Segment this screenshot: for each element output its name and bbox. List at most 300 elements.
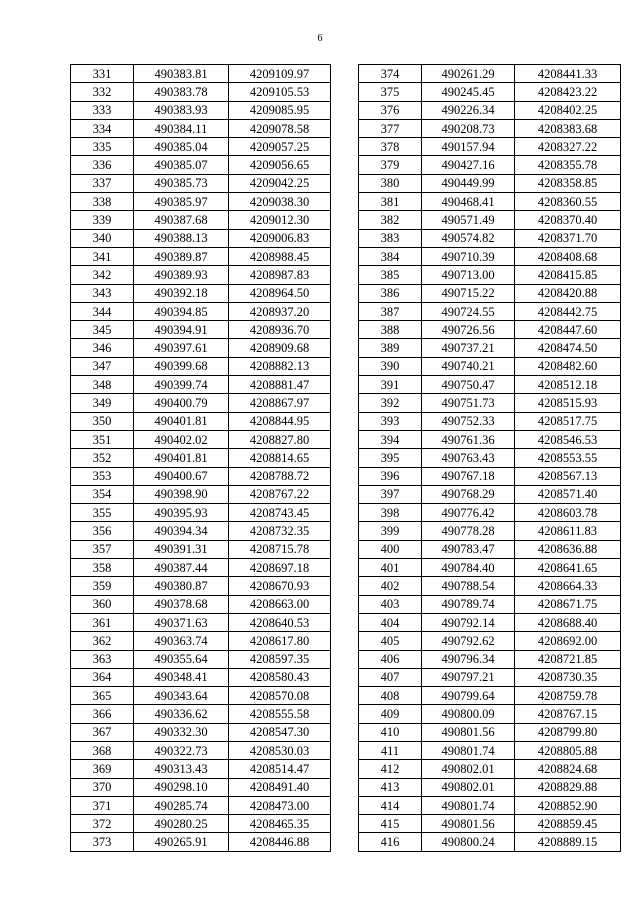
x-coordinate-cell: 490800.24 <box>422 833 515 851</box>
point-number-cell: 365 <box>71 687 134 705</box>
x-coordinate-cell: 490427.16 <box>422 156 515 174</box>
y-coordinate-cell: 4208788.72 <box>229 467 331 485</box>
table-row <box>71 174 331 192</box>
point-number-cell: 363 <box>71 650 134 668</box>
x-coordinate-cell: 490385.97 <box>134 193 229 211</box>
y-coordinate-cell: 4208824.68 <box>515 760 621 778</box>
y-coordinate-cell: 4208721.85 <box>515 650 621 668</box>
table-row <box>359 522 621 540</box>
x-coordinate-cell: 490751.73 <box>422 394 515 412</box>
x-coordinate-cell: 490449.99 <box>422 174 515 192</box>
table-row <box>359 796 621 814</box>
x-coordinate-cell: 490389.93 <box>134 266 229 284</box>
y-coordinate-cell: 4208641.65 <box>515 559 621 577</box>
table-row <box>359 376 621 394</box>
table-row <box>359 321 621 339</box>
y-coordinate-cell: 4208358.85 <box>515 174 621 192</box>
coordinate-table-left <box>70 64 331 852</box>
y-coordinate-cell: 4208517.75 <box>515 412 621 430</box>
table-row <box>359 266 621 284</box>
point-number-cell: 398 <box>359 504 422 522</box>
x-coordinate-cell: 490401.81 <box>134 449 229 467</box>
point-number-cell: 385 <box>359 266 422 284</box>
y-coordinate-cell: 4208408.68 <box>515 247 621 265</box>
table-row <box>71 833 331 851</box>
point-number-cell: 415 <box>359 815 422 833</box>
x-coordinate-cell: 490792.14 <box>422 613 515 631</box>
table-row <box>71 229 331 247</box>
y-coordinate-cell: 4208355.78 <box>515 156 621 174</box>
x-coordinate-cell: 490724.55 <box>422 302 515 320</box>
x-coordinate-cell: 490348.41 <box>134 668 229 686</box>
point-number-cell: 347 <box>71 357 134 375</box>
y-coordinate-cell: 4208370.40 <box>515 211 621 229</box>
table-row <box>359 760 621 778</box>
point-number-cell: 353 <box>71 467 134 485</box>
point-number-cell: 369 <box>71 760 134 778</box>
table-row <box>359 174 621 192</box>
table-row <box>359 778 621 796</box>
y-coordinate-cell: 4208964.50 <box>229 284 331 302</box>
point-number-cell: 366 <box>71 705 134 723</box>
x-coordinate-cell: 490383.93 <box>134 101 229 119</box>
x-coordinate-cell: 490157.94 <box>422 138 515 156</box>
table-row <box>71 559 331 577</box>
point-number-cell: 393 <box>359 412 422 430</box>
table-row <box>71 778 331 796</box>
y-coordinate-cell: 4208697.18 <box>229 559 331 577</box>
x-coordinate-cell: 490792.62 <box>422 632 515 650</box>
y-coordinate-cell: 4208603.78 <box>515 504 621 522</box>
x-coordinate-cell: 490574.82 <box>422 229 515 247</box>
x-coordinate-cell: 490468.41 <box>422 193 515 211</box>
point-number-cell: 372 <box>71 815 134 833</box>
x-coordinate-cell: 490737.21 <box>422 339 515 357</box>
table-row <box>71 815 331 833</box>
x-coordinate-cell: 490801.74 <box>422 741 515 759</box>
table-row <box>71 504 331 522</box>
y-coordinate-cell: 4208715.78 <box>229 540 331 558</box>
y-coordinate-cell: 4208987.83 <box>229 266 331 284</box>
point-number-cell: 357 <box>71 540 134 558</box>
y-coordinate-cell: 4208420.88 <box>515 284 621 302</box>
y-coordinate-cell: 4208515.93 <box>515 394 621 412</box>
table-row <box>359 211 621 229</box>
table-row <box>359 101 621 119</box>
x-coordinate-cell: 490399.74 <box>134 376 229 394</box>
point-number-cell: 404 <box>359 613 422 631</box>
y-coordinate-cell: 4208514.47 <box>229 760 331 778</box>
y-coordinate-cell: 4208442.75 <box>515 302 621 320</box>
y-coordinate-cell: 4209085.95 <box>229 101 331 119</box>
point-number-cell: 384 <box>359 247 422 265</box>
x-coordinate-cell: 490391.31 <box>134 540 229 558</box>
table-row <box>359 577 621 595</box>
table-row <box>71 412 331 430</box>
point-number-cell: 356 <box>71 522 134 540</box>
point-number-cell: 409 <box>359 705 422 723</box>
y-coordinate-cell: 4208446.88 <box>229 833 331 851</box>
x-coordinate-cell: 490400.79 <box>134 394 229 412</box>
table-row <box>71 577 331 595</box>
x-coordinate-cell: 490371.63 <box>134 613 229 631</box>
table-row <box>359 687 621 705</box>
y-coordinate-cell: 4208474.50 <box>515 339 621 357</box>
point-number-cell: 382 <box>359 211 422 229</box>
table-row <box>71 723 331 741</box>
y-coordinate-cell: 4208670.93 <box>229 577 331 595</box>
y-coordinate-cell: 4208530.03 <box>229 741 331 759</box>
y-coordinate-cell: 4208567.13 <box>515 467 621 485</box>
point-number-cell: 406 <box>359 650 422 668</box>
point-number-cell: 413 <box>359 778 422 796</box>
point-number-cell: 337 <box>71 174 134 192</box>
y-coordinate-cell: 4208512.18 <box>515 376 621 394</box>
table-row <box>71 211 331 229</box>
point-number-cell: 336 <box>71 156 134 174</box>
point-number-cell: 344 <box>71 302 134 320</box>
y-coordinate-cell: 4208881.47 <box>229 376 331 394</box>
point-number-cell: 400 <box>359 540 422 558</box>
y-coordinate-cell: 4208371.70 <box>515 229 621 247</box>
y-coordinate-cell: 4208465.35 <box>229 815 331 833</box>
y-coordinate-cell: 4208580.43 <box>229 668 331 686</box>
y-coordinate-cell: 4209105.53 <box>229 83 331 101</box>
point-number-cell: 358 <box>71 559 134 577</box>
x-coordinate-cell: 490208.73 <box>422 119 515 137</box>
point-number-cell: 364 <box>71 668 134 686</box>
x-coordinate-cell: 490363.74 <box>134 632 229 650</box>
point-number-cell: 416 <box>359 833 422 851</box>
y-coordinate-cell: 4208617.80 <box>229 632 331 650</box>
y-coordinate-cell: 4208988.45 <box>229 247 331 265</box>
x-coordinate-cell: 490801.56 <box>422 723 515 741</box>
x-coordinate-cell: 490726.56 <box>422 321 515 339</box>
x-coordinate-cell: 490783.47 <box>422 540 515 558</box>
x-coordinate-cell: 490398.90 <box>134 485 229 503</box>
table-row <box>71 632 331 650</box>
table-row <box>71 65 331 83</box>
point-number-cell: 342 <box>71 266 134 284</box>
y-coordinate-cell: 4208546.53 <box>515 430 621 448</box>
x-coordinate-cell: 490392.18 <box>134 284 229 302</box>
y-coordinate-cell: 4208937.20 <box>229 302 331 320</box>
x-coordinate-cell: 490800.09 <box>422 705 515 723</box>
table-row <box>359 504 621 522</box>
table-row <box>71 138 331 156</box>
table-row <box>71 449 331 467</box>
x-coordinate-cell: 490778.28 <box>422 522 515 540</box>
table-row <box>359 833 621 851</box>
table-row <box>71 156 331 174</box>
table-row <box>71 193 331 211</box>
y-coordinate-cell: 4209056.65 <box>229 156 331 174</box>
table-row <box>359 449 621 467</box>
y-coordinate-cell: 4208867.97 <box>229 394 331 412</box>
point-number-cell: 349 <box>71 394 134 412</box>
x-coordinate-cell: 490313.43 <box>134 760 229 778</box>
table-row <box>359 815 621 833</box>
x-coordinate-cell: 490332.30 <box>134 723 229 741</box>
table-row <box>71 302 331 320</box>
x-coordinate-cell: 490385.04 <box>134 138 229 156</box>
y-coordinate-cell: 4208611.83 <box>515 522 621 540</box>
y-coordinate-cell: 4208759.78 <box>515 687 621 705</box>
y-coordinate-cell: 4208553.55 <box>515 449 621 467</box>
y-coordinate-cell: 4208936.70 <box>229 321 331 339</box>
point-number-cell: 402 <box>359 577 422 595</box>
y-coordinate-cell: 4208844.95 <box>229 412 331 430</box>
point-number-cell: 346 <box>71 339 134 357</box>
table-row <box>71 485 331 503</box>
table-row <box>359 613 621 631</box>
x-coordinate-cell: 490336.62 <box>134 705 229 723</box>
point-number-cell: 377 <box>359 119 422 137</box>
point-number-cell: 360 <box>71 595 134 613</box>
table-row <box>71 760 331 778</box>
table-row <box>71 376 331 394</box>
table-row <box>359 302 621 320</box>
x-coordinate-cell: 490740.21 <box>422 357 515 375</box>
y-coordinate-cell: 4208805.88 <box>515 741 621 759</box>
coordinate-table-right <box>358 64 621 852</box>
point-number-cell: 333 <box>71 101 134 119</box>
x-coordinate-cell: 490389.87 <box>134 247 229 265</box>
point-number-cell: 410 <box>359 723 422 741</box>
y-coordinate-cell: 4208482.60 <box>515 357 621 375</box>
y-coordinate-cell: 4209057.25 <box>229 138 331 156</box>
table-row <box>359 723 621 741</box>
x-coordinate-cell: 490384.11 <box>134 119 229 137</box>
y-coordinate-cell: 4208555.58 <box>229 705 331 723</box>
x-coordinate-cell: 490399.68 <box>134 357 229 375</box>
table-row <box>71 668 331 686</box>
table-row <box>71 119 331 137</box>
point-number-cell: 405 <box>359 632 422 650</box>
y-coordinate-cell: 4208767.15 <box>515 705 621 723</box>
point-number-cell: 367 <box>71 723 134 741</box>
y-coordinate-cell: 4208671.75 <box>515 595 621 613</box>
x-coordinate-cell: 490784.40 <box>422 559 515 577</box>
x-coordinate-cell: 490713.00 <box>422 266 515 284</box>
table-row <box>359 284 621 302</box>
point-number-cell: 361 <box>71 613 134 631</box>
point-number-cell: 343 <box>71 284 134 302</box>
point-number-cell: 371 <box>71 796 134 814</box>
x-coordinate-cell: 490715.22 <box>422 284 515 302</box>
table-row <box>71 266 331 284</box>
y-coordinate-cell: 4208827.80 <box>229 430 331 448</box>
table-row <box>359 559 621 577</box>
y-coordinate-cell: 4208909.68 <box>229 339 331 357</box>
x-coordinate-cell: 490383.81 <box>134 65 229 83</box>
point-number-cell: 392 <box>359 394 422 412</box>
x-coordinate-cell: 490799.64 <box>422 687 515 705</box>
point-number-cell: 386 <box>359 284 422 302</box>
x-coordinate-cell: 490750.47 <box>422 376 515 394</box>
table-row <box>359 156 621 174</box>
table-row <box>71 741 331 759</box>
y-coordinate-cell: 4208814.65 <box>229 449 331 467</box>
table-row <box>359 632 621 650</box>
point-number-cell: 354 <box>71 485 134 503</box>
x-coordinate-cell: 490383.78 <box>134 83 229 101</box>
x-coordinate-cell: 490768.29 <box>422 485 515 503</box>
table-row <box>71 357 331 375</box>
table-row <box>359 138 621 156</box>
y-coordinate-cell: 4208640.53 <box>229 613 331 631</box>
point-number-cell: 399 <box>359 522 422 540</box>
x-coordinate-cell: 490261.29 <box>422 65 515 83</box>
x-coordinate-cell: 490752.33 <box>422 412 515 430</box>
table-row <box>71 522 331 540</box>
point-number-cell: 345 <box>71 321 134 339</box>
x-coordinate-cell: 490401.81 <box>134 412 229 430</box>
point-number-cell: 355 <box>71 504 134 522</box>
table-row <box>71 339 331 357</box>
point-number-cell: 348 <box>71 376 134 394</box>
table-row <box>359 229 621 247</box>
x-coordinate-cell: 490763.43 <box>422 449 515 467</box>
x-coordinate-cell: 490285.74 <box>134 796 229 814</box>
point-number-cell: 390 <box>359 357 422 375</box>
y-coordinate-cell: 4208852.90 <box>515 796 621 814</box>
y-coordinate-cell: 4208570.08 <box>229 687 331 705</box>
x-coordinate-cell: 490801.74 <box>422 796 515 814</box>
y-coordinate-cell: 4208415.85 <box>515 266 621 284</box>
table-row <box>71 83 331 101</box>
y-coordinate-cell: 4208473.00 <box>229 796 331 814</box>
point-number-cell: 352 <box>71 449 134 467</box>
x-coordinate-cell: 490322.73 <box>134 741 229 759</box>
table-row <box>359 357 621 375</box>
y-coordinate-cell: 4208882.13 <box>229 357 331 375</box>
y-coordinate-cell: 4208441.33 <box>515 65 621 83</box>
table-row <box>71 540 331 558</box>
x-coordinate-cell: 490388.13 <box>134 229 229 247</box>
point-number-cell: 368 <box>71 741 134 759</box>
x-coordinate-cell: 490761.36 <box>422 430 515 448</box>
x-coordinate-cell: 490355.64 <box>134 650 229 668</box>
x-coordinate-cell: 490767.18 <box>422 467 515 485</box>
point-number-cell: 411 <box>359 741 422 759</box>
table-row <box>359 741 621 759</box>
point-number-cell: 388 <box>359 321 422 339</box>
point-number-cell: 359 <box>71 577 134 595</box>
y-coordinate-cell: 4208743.45 <box>229 504 331 522</box>
y-coordinate-cell: 4209012.30 <box>229 211 331 229</box>
point-number-cell: 395 <box>359 449 422 467</box>
x-coordinate-cell: 490394.85 <box>134 302 229 320</box>
y-coordinate-cell: 4208547.30 <box>229 723 331 741</box>
x-coordinate-cell: 490801.56 <box>422 815 515 833</box>
point-number-cell: 408 <box>359 687 422 705</box>
y-coordinate-cell: 4208799.80 <box>515 723 621 741</box>
point-number-cell: 379 <box>359 156 422 174</box>
y-coordinate-cell: 4208732.35 <box>229 522 331 540</box>
table-row <box>71 394 331 412</box>
table-row <box>71 284 331 302</box>
x-coordinate-cell: 490776.42 <box>422 504 515 522</box>
table-row <box>71 613 331 631</box>
table-row <box>71 650 331 668</box>
y-coordinate-cell: 4208360.55 <box>515 193 621 211</box>
point-number-cell: 351 <box>71 430 134 448</box>
point-number-cell: 340 <box>71 229 134 247</box>
y-coordinate-cell: 4209006.83 <box>229 229 331 247</box>
y-coordinate-cell: 4208383.68 <box>515 119 621 137</box>
table-row <box>71 247 331 265</box>
x-coordinate-cell: 490397.61 <box>134 339 229 357</box>
x-coordinate-cell: 490394.34 <box>134 522 229 540</box>
table-row <box>71 321 331 339</box>
point-number-cell: 334 <box>71 119 134 137</box>
point-number-cell: 412 <box>359 760 422 778</box>
table-row <box>359 668 621 686</box>
point-number-cell: 401 <box>359 559 422 577</box>
point-number-cell: 403 <box>359 595 422 613</box>
x-coordinate-cell: 490571.49 <box>422 211 515 229</box>
point-number-cell: 381 <box>359 193 422 211</box>
point-number-cell: 378 <box>359 138 422 156</box>
y-coordinate-cell: 4209042.25 <box>229 174 331 192</box>
x-coordinate-cell: 490378.68 <box>134 595 229 613</box>
point-number-cell: 373 <box>71 833 134 851</box>
point-number-cell: 335 <box>71 138 134 156</box>
x-coordinate-cell: 490788.54 <box>422 577 515 595</box>
point-number-cell: 374 <box>359 65 422 83</box>
y-coordinate-cell: 4208571.40 <box>515 485 621 503</box>
y-coordinate-cell: 4208402.25 <box>515 101 621 119</box>
point-number-cell: 339 <box>71 211 134 229</box>
table-row <box>71 101 331 119</box>
table-row <box>71 705 331 723</box>
y-coordinate-cell: 4208829.88 <box>515 778 621 796</box>
point-number-cell: 338 <box>71 193 134 211</box>
table-row <box>359 394 621 412</box>
y-coordinate-cell: 4208767.22 <box>229 485 331 503</box>
y-coordinate-cell: 4208889.15 <box>515 833 621 851</box>
point-number-cell: 376 <box>359 101 422 119</box>
x-coordinate-cell: 490394.91 <box>134 321 229 339</box>
point-number-cell: 389 <box>359 339 422 357</box>
point-number-cell: 375 <box>359 83 422 101</box>
y-coordinate-cell: 4208597.35 <box>229 650 331 668</box>
y-coordinate-cell: 4209078.58 <box>229 119 331 137</box>
y-coordinate-cell: 4208327.22 <box>515 138 621 156</box>
x-coordinate-cell: 490387.44 <box>134 559 229 577</box>
table-row <box>359 705 621 723</box>
x-coordinate-cell: 490385.07 <box>134 156 229 174</box>
x-coordinate-cell: 490385.73 <box>134 174 229 192</box>
table-row <box>359 193 621 211</box>
x-coordinate-cell: 490395.93 <box>134 504 229 522</box>
x-coordinate-cell: 490789.74 <box>422 595 515 613</box>
point-number-cell: 332 <box>71 83 134 101</box>
x-coordinate-cell: 490380.87 <box>134 577 229 595</box>
point-number-cell: 350 <box>71 412 134 430</box>
table-row <box>359 65 621 83</box>
table-row <box>71 796 331 814</box>
point-number-cell: 387 <box>359 302 422 320</box>
point-number-cell: 370 <box>71 778 134 796</box>
x-coordinate-cell: 490343.64 <box>134 687 229 705</box>
point-number-cell: 394 <box>359 430 422 448</box>
x-coordinate-cell: 490387.68 <box>134 211 229 229</box>
point-number-cell: 331 <box>71 65 134 83</box>
table-row <box>71 430 331 448</box>
page-number: 6 <box>317 33 323 44</box>
